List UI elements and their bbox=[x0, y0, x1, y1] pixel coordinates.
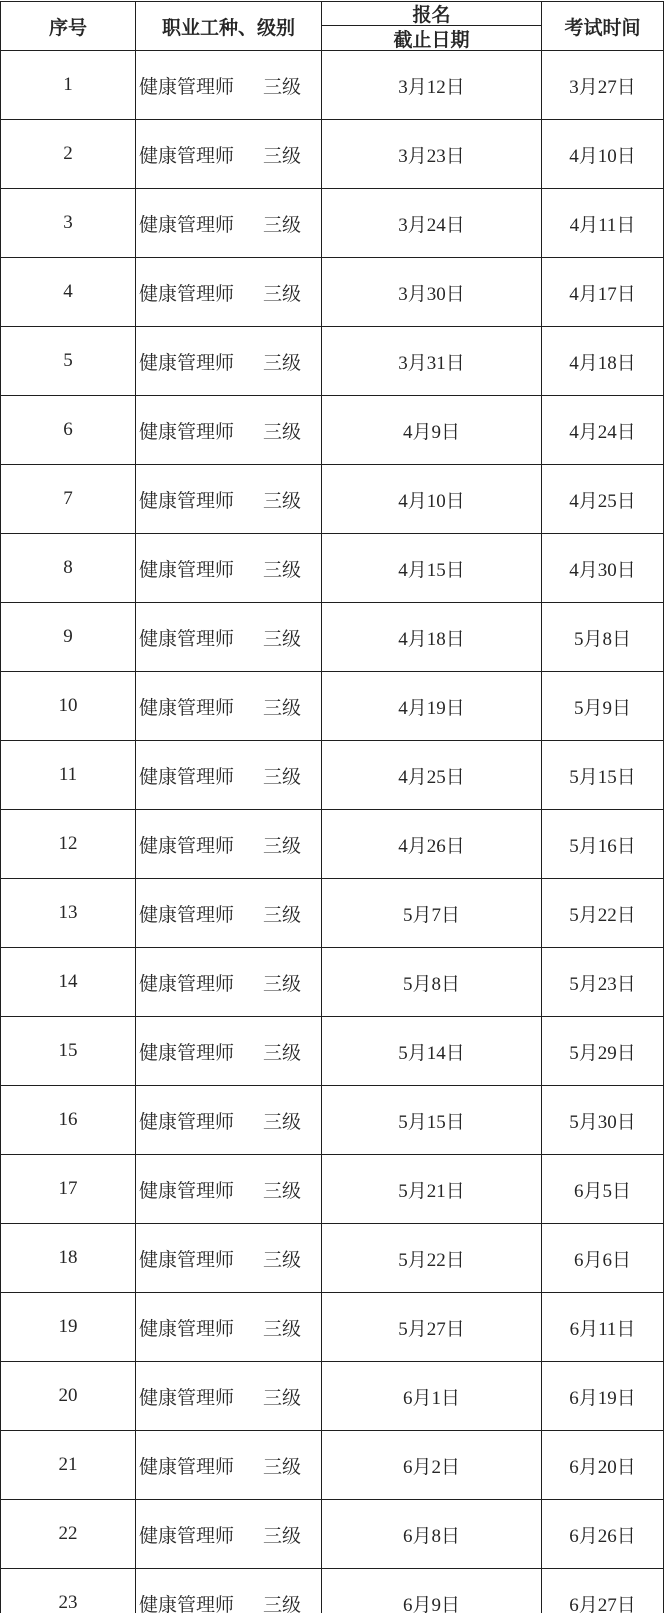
cell-occupation bbox=[136, 534, 322, 603]
table-row bbox=[1, 1155, 664, 1224]
occupation-level: 三级 bbox=[263, 1042, 302, 1064]
cell-exam-date: 4月17日 bbox=[542, 258, 664, 327]
occupation-name: 健康管理师 bbox=[139, 1525, 235, 1547]
cell-seq-number: 19 bbox=[1, 1293, 136, 1362]
cell-occupation bbox=[136, 879, 322, 948]
table-row bbox=[1, 396, 664, 465]
cell-exam-date: 5月23日 bbox=[542, 948, 664, 1017]
cell-seq-number: 23 bbox=[1, 1569, 136, 1613]
header-exam-time: 考试时间 bbox=[542, 2, 664, 51]
header-registration-top: 报名 bbox=[322, 2, 541, 26]
cell-registration-deadline: 6月9日 bbox=[322, 1569, 542, 1613]
cell-registration-deadline: 5月15日 bbox=[322, 1086, 542, 1155]
cell-registration-deadline: 4月15日 bbox=[322, 534, 542, 603]
cell-seq-number: 3 bbox=[1, 189, 136, 258]
cell-occupation bbox=[136, 51, 322, 120]
occupation-level: 三级 bbox=[263, 283, 302, 305]
exam-schedule-table bbox=[0, 1, 664, 1613]
cell-occupation bbox=[136, 396, 322, 465]
cell-exam-date: 6月6日 bbox=[542, 1224, 664, 1293]
occupation-name: 健康管理师 bbox=[139, 1594, 235, 1613]
table-row bbox=[1, 741, 664, 810]
table-row bbox=[1, 1086, 664, 1155]
table-header-row bbox=[1, 2, 664, 51]
cell-occupation bbox=[136, 1293, 322, 1362]
cell-seq-number: 12 bbox=[1, 810, 136, 879]
occupation-level: 三级 bbox=[263, 145, 302, 167]
occupation-level: 三级 bbox=[263, 76, 302, 98]
cell-seq-number: 10 bbox=[1, 672, 136, 741]
occupation-level: 三级 bbox=[263, 766, 302, 788]
cell-registration-deadline: 5月8日 bbox=[322, 948, 542, 1017]
table-row bbox=[1, 51, 664, 120]
cell-seq-number: 15 bbox=[1, 1017, 136, 1086]
cell-exam-date: 5月22日 bbox=[542, 879, 664, 948]
cell-registration-deadline: 3月24日 bbox=[322, 189, 542, 258]
occupation-level: 三级 bbox=[263, 697, 302, 719]
cell-seq-number: 7 bbox=[1, 465, 136, 534]
cell-occupation bbox=[136, 189, 322, 258]
table-row bbox=[1, 1569, 664, 1613]
occupation-name: 健康管理师 bbox=[139, 835, 235, 857]
cell-exam-date: 4月10日 bbox=[542, 120, 664, 189]
cell-registration-deadline: 4月9日 bbox=[322, 396, 542, 465]
cell-exam-date: 5月16日 bbox=[542, 810, 664, 879]
table-row bbox=[1, 1500, 664, 1569]
occupation-level: 三级 bbox=[263, 904, 302, 926]
cell-seq-number: 11 bbox=[1, 741, 136, 810]
occupation-level: 三级 bbox=[263, 1180, 302, 1202]
cell-occupation bbox=[136, 1086, 322, 1155]
occupation-level: 三级 bbox=[263, 1525, 302, 1547]
occupation-level: 三级 bbox=[263, 559, 302, 581]
cell-seq-number: 8 bbox=[1, 534, 136, 603]
table-row bbox=[1, 1224, 664, 1293]
cell-occupation bbox=[136, 1224, 322, 1293]
cell-occupation bbox=[136, 1500, 322, 1569]
cell-seq-number: 18 bbox=[1, 1224, 136, 1293]
occupation-level: 三级 bbox=[263, 1594, 302, 1613]
cell-exam-date: 4月25日 bbox=[542, 465, 664, 534]
cell-exam-date: 6月20日 bbox=[542, 1431, 664, 1500]
table-row bbox=[1, 1431, 664, 1500]
occupation-name: 健康管理师 bbox=[139, 1180, 235, 1202]
cell-registration-deadline: 5月21日 bbox=[322, 1155, 542, 1224]
occupation-level: 三级 bbox=[263, 421, 302, 443]
occupation-name: 健康管理师 bbox=[139, 490, 235, 512]
cell-seq-number: 14 bbox=[1, 948, 136, 1017]
cell-occupation bbox=[136, 672, 322, 741]
cell-occupation bbox=[136, 1017, 322, 1086]
table-row bbox=[1, 603, 664, 672]
cell-registration-deadline: 6月2日 bbox=[322, 1431, 542, 1500]
occupation-level: 三级 bbox=[263, 214, 302, 236]
cell-registration-deadline: 4月25日 bbox=[322, 741, 542, 810]
table-row bbox=[1, 948, 664, 1017]
table-row bbox=[1, 465, 664, 534]
occupation-name: 健康管理师 bbox=[139, 1318, 235, 1340]
cell-seq-number: 9 bbox=[1, 603, 136, 672]
cell-exam-date: 6月19日 bbox=[542, 1362, 664, 1431]
occupation-level: 三级 bbox=[263, 973, 302, 995]
cell-registration-deadline: 3月12日 bbox=[322, 51, 542, 120]
table-row bbox=[1, 189, 664, 258]
table-row bbox=[1, 534, 664, 603]
occupation-level: 三级 bbox=[263, 1387, 302, 1409]
cell-exam-date: 6月5日 bbox=[542, 1155, 664, 1224]
table-row bbox=[1, 1362, 664, 1431]
cell-exam-date: 6月11日 bbox=[542, 1293, 664, 1362]
cell-seq-number: 20 bbox=[1, 1362, 136, 1431]
cell-exam-date: 4月24日 bbox=[542, 396, 664, 465]
occupation-name: 健康管理师 bbox=[139, 1456, 235, 1478]
cell-registration-deadline: 5月7日 bbox=[322, 879, 542, 948]
occupation-level: 三级 bbox=[263, 1111, 302, 1133]
table-row bbox=[1, 879, 664, 948]
cell-registration-deadline: 4月19日 bbox=[322, 672, 542, 741]
occupation-level: 三级 bbox=[263, 835, 302, 857]
cell-registration-deadline: 4月10日 bbox=[322, 465, 542, 534]
occupation-name: 健康管理师 bbox=[139, 628, 235, 650]
cell-registration-deadline: 3月23日 bbox=[322, 120, 542, 189]
cell-seq-number: 22 bbox=[1, 1500, 136, 1569]
occupation-name: 健康管理师 bbox=[139, 973, 235, 995]
cell-registration-deadline: 4月26日 bbox=[322, 810, 542, 879]
cell-exam-date: 4月18日 bbox=[542, 327, 664, 396]
cell-seq-number: 2 bbox=[1, 120, 136, 189]
cell-occupation bbox=[136, 741, 322, 810]
cell-registration-deadline: 5月14日 bbox=[322, 1017, 542, 1086]
occupation-name: 健康管理师 bbox=[139, 1249, 235, 1271]
header-seq-number: 序号 bbox=[1, 2, 136, 51]
cell-exam-date: 3月27日 bbox=[542, 51, 664, 120]
cell-registration-deadline: 5月27日 bbox=[322, 1293, 542, 1362]
cell-seq-number: 17 bbox=[1, 1155, 136, 1224]
cell-exam-date: 4月30日 bbox=[542, 534, 664, 603]
occupation-name: 健康管理师 bbox=[139, 697, 235, 719]
occupation-name: 健康管理师 bbox=[139, 421, 235, 443]
occupation-name: 健康管理师 bbox=[139, 352, 235, 374]
cell-exam-date: 6月26日 bbox=[542, 1500, 664, 1569]
occupation-name: 健康管理师 bbox=[139, 559, 235, 581]
cell-registration-deadline: 6月1日 bbox=[322, 1362, 542, 1431]
occupation-name: 健康管理师 bbox=[139, 214, 235, 236]
table-row bbox=[1, 672, 664, 741]
occupation-level: 三级 bbox=[263, 1456, 302, 1478]
cell-occupation bbox=[136, 1431, 322, 1500]
cell-occupation bbox=[136, 1362, 322, 1431]
cell-seq-number: 5 bbox=[1, 327, 136, 396]
cell-seq-number: 4 bbox=[1, 258, 136, 327]
cell-occupation bbox=[136, 948, 322, 1017]
cell-exam-date: 4月11日 bbox=[542, 189, 664, 258]
cell-occupation bbox=[136, 258, 322, 327]
header-occupation-level: 职业工种、级别 bbox=[136, 2, 322, 51]
cell-occupation bbox=[136, 1569, 322, 1613]
cell-exam-date: 5月29日 bbox=[542, 1017, 664, 1086]
occupation-name: 健康管理师 bbox=[139, 1042, 235, 1064]
table-row bbox=[1, 120, 664, 189]
cell-exam-date: 5月8日 bbox=[542, 603, 664, 672]
table-row bbox=[1, 1017, 664, 1086]
occupation-name: 健康管理师 bbox=[139, 76, 235, 98]
cell-registration-deadline: 4月18日 bbox=[322, 603, 542, 672]
occupation-name: 健康管理师 bbox=[139, 145, 235, 167]
cell-registration-deadline: 3月31日 bbox=[322, 327, 542, 396]
cell-exam-date: 5月15日 bbox=[542, 741, 664, 810]
header-registration-bottom: 截止日期 bbox=[393, 29, 470, 51]
table-row bbox=[1, 1293, 664, 1362]
occupation-name: 健康管理师 bbox=[139, 766, 235, 788]
cell-seq-number: 16 bbox=[1, 1086, 136, 1155]
occupation-level: 三级 bbox=[263, 490, 302, 512]
cell-occupation bbox=[136, 327, 322, 396]
occupation-name: 健康管理师 bbox=[139, 904, 235, 926]
cell-exam-date: 5月30日 bbox=[542, 1086, 664, 1155]
occupation-level: 三级 bbox=[263, 352, 302, 374]
cell-registration-deadline: 5月22日 bbox=[322, 1224, 542, 1293]
cell-occupation bbox=[136, 603, 322, 672]
header-registration-deadline bbox=[322, 2, 542, 51]
occupation-level: 三级 bbox=[263, 1249, 302, 1271]
cell-seq-number: 6 bbox=[1, 396, 136, 465]
cell-occupation bbox=[136, 1155, 322, 1224]
occupation-level: 三级 bbox=[263, 628, 302, 650]
cell-registration-deadline: 6月8日 bbox=[322, 1500, 542, 1569]
cell-seq-number: 1 bbox=[1, 51, 136, 120]
occupation-name: 健康管理师 bbox=[139, 283, 235, 305]
cell-occupation bbox=[136, 120, 322, 189]
cell-exam-date: 5月9日 bbox=[542, 672, 664, 741]
occupation-name: 健康管理师 bbox=[139, 1387, 235, 1409]
cell-seq-number: 13 bbox=[1, 879, 136, 948]
cell-occupation bbox=[136, 465, 322, 534]
cell-registration-deadline: 3月30日 bbox=[322, 258, 542, 327]
table-row bbox=[1, 258, 664, 327]
occupation-name: 健康管理师 bbox=[139, 1111, 235, 1133]
occupation-level: 三级 bbox=[263, 1318, 302, 1340]
cell-seq-number: 21 bbox=[1, 1431, 136, 1500]
table-row bbox=[1, 327, 664, 396]
cell-occupation bbox=[136, 810, 322, 879]
cell-exam-date: 6月27日 bbox=[542, 1569, 664, 1613]
table-row bbox=[1, 810, 664, 879]
